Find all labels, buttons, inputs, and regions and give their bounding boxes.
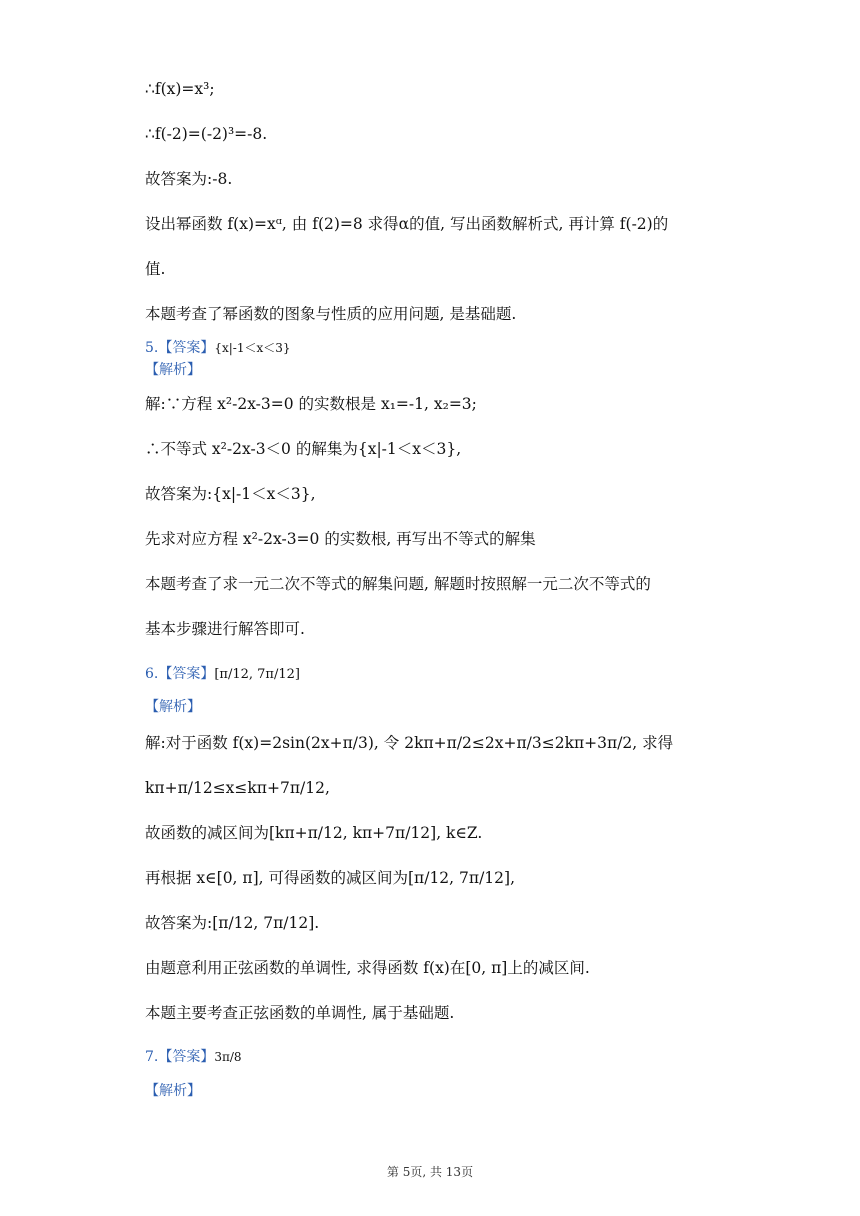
text-line: 先求对应方程 x²-2x-3=0 的实数根, 再写出不等式的解集 [145, 530, 536, 548]
text-line: 故函数的减区间为[kπ+π/12, kπ+7π/12], k∈Z. [145, 824, 483, 842]
answer-tag: 5.【答案】 [145, 340, 215, 356]
text-line: 再根据 x∈[0, π], 可得函数的减区间为[π/12, 7π/12], [145, 869, 515, 887]
text-line: 本题考查了求一元二次不等式的解集问题, 解题时按照解一元二次不等式的 [145, 575, 651, 593]
answer-header-q7 [145, 1047, 242, 1067]
answer-value: {x|-1＜x＜3} [214, 341, 291, 355]
answer-tag: 6.【答案】 [145, 666, 215, 682]
text-line: 解:对于函数 f(x)=2sin(2x+π/3), 令 2kπ+π/2≤2x+π/3≤2kπ+3π/2, 求得 [145, 734, 674, 752]
text-line: ∴不等式 x²-2x-3＜0 的解集为{x|-1＜x＜3}, [145, 440, 462, 458]
answer-header-q6 [145, 664, 300, 685]
text-line: 解:∵方程 x²-2x-3=0 的实数根是 x₁=-1, x₂=3; [145, 395, 477, 413]
text-line: 本题主要考查正弦函数的单调性, 属于基础题. [145, 1004, 455, 1022]
text-line: ∴f(-2)=(-2)³=-8. [145, 125, 268, 143]
text-line: ∴f(x)=x³; [145, 80, 215, 98]
answer-value: 3π/8 [214, 1050, 242, 1064]
text-line: 由题意利用正弦函数的单调性, 求得函数 f(x)在[0, π]上的减区间. [145, 959, 590, 977]
text-line: 故答案为:-8. [145, 170, 233, 188]
text-line: 设出幂函数 f(x)=xᵅ, 由 f(2)=8 求得α的值, 写出函数解析式, 再计算 f(-2)的 [145, 215, 669, 233]
text-line: 基本步骤进行解答即可. [145, 620, 305, 638]
page-footer: 第 5页, 共 13页 [386, 1165, 474, 1179]
text-line: 本题考查了幂函数的图象与性质的应用问题, 是基础题. [145, 305, 517, 323]
text-line: kπ+π/12≤x≤kπ+7π/12, [145, 779, 330, 797]
analysis-tag: 【解析】 [145, 699, 201, 715]
answer-tag: 7.【答案】 [145, 1049, 215, 1065]
answer-header-q5 [145, 338, 291, 358]
text-line: 故答案为:{x|-1＜x＜3}, [145, 485, 316, 503]
analysis-tag: 【解析】 [145, 362, 201, 378]
analysis-tag: 【解析】 [145, 1083, 201, 1099]
answer-value: [π/12, 7π/12] [214, 667, 300, 682]
text-line: 值. [145, 260, 166, 278]
text-line: 故答案为:[π/12, 7π/12]. [145, 914, 320, 932]
